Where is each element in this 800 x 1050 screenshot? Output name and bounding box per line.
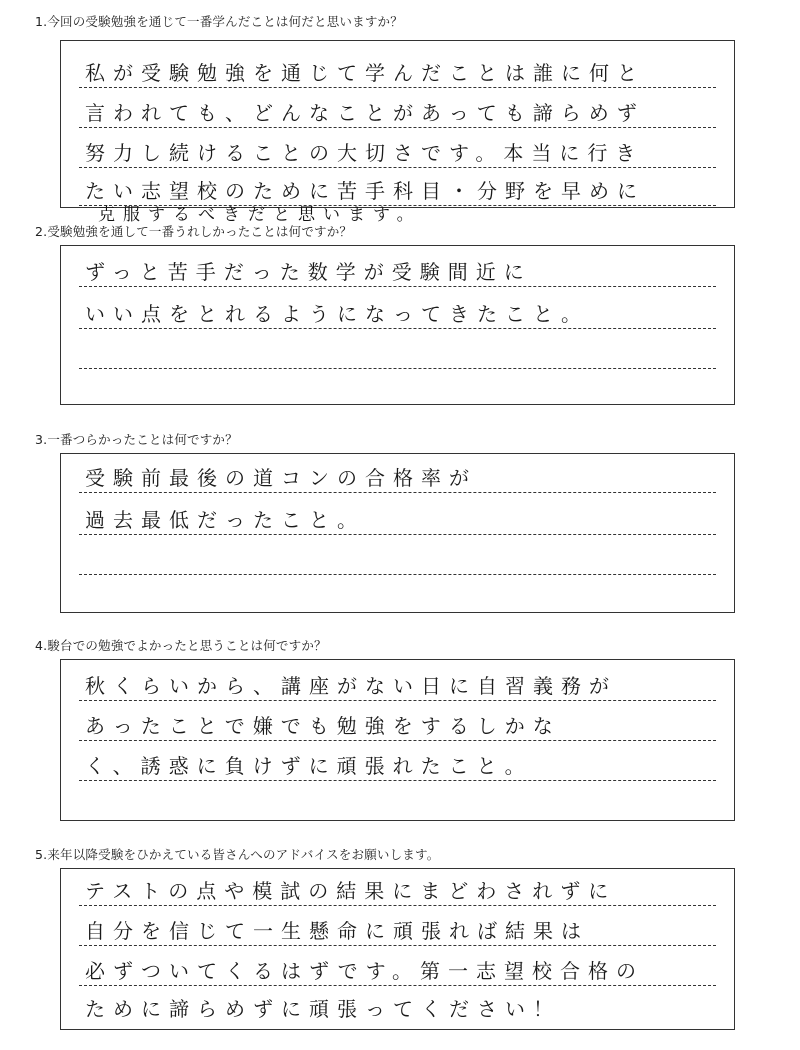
answer-box-2 xyxy=(60,245,735,405)
answer-line xyxy=(79,336,716,369)
handwritten-text: 必ずついてくるはずです。第一志望校合格の xyxy=(85,959,644,983)
handwritten-text: 受験前最後の道コンの合格率が xyxy=(85,466,477,490)
answer-line xyxy=(79,873,716,906)
question-5-label: 5.来年以降受験をひかえている皆さんへのアドバイスをお願いします。 xyxy=(35,847,440,862)
handwritten-text: たい志望校のために苦手科目・分野を早めに xyxy=(85,179,645,203)
question-3-label: 3.一番つらかったことは何ですか？ xyxy=(35,432,238,447)
answer-line xyxy=(79,460,716,493)
answer-box-5 xyxy=(60,868,735,1030)
handwritten-text: ずっと苦手だった数学が受験間近に xyxy=(85,260,532,284)
handwritten-text: 秋くらいから、講座がない日に自習義務が xyxy=(85,674,617,698)
answer-line xyxy=(79,135,716,168)
question-4-label: 4.駿台での勉強でよかったと思うことは何ですか？ xyxy=(35,638,327,653)
handwritten-text: あったことで嫌でも勉強をするしかな xyxy=(85,714,561,738)
answer-line xyxy=(79,502,716,535)
answer-line xyxy=(79,55,716,88)
question-2-label: 2.受験勉強を通して一番うれしかったことは何ですか？ xyxy=(35,224,353,239)
answer-line xyxy=(79,668,716,701)
handwritten-text: 私が受験勉強を通じて学んだことは誰に何と xyxy=(85,61,645,85)
handwritten-text: 努力し続けることの大切さです。本当に行き xyxy=(85,141,644,165)
handwritten-text: 過去最低だったこと。 xyxy=(85,508,365,532)
answer-line xyxy=(79,953,716,986)
answer-box-1 xyxy=(60,40,735,208)
answer-box-3 xyxy=(60,453,735,613)
handwritten-text: テストの点や模試の結果にまどわされずに xyxy=(85,879,617,903)
answer-line xyxy=(79,542,716,575)
handwritten-text: いい点をとれるようになってきたこと。 xyxy=(85,302,589,326)
answer-line xyxy=(79,913,716,946)
answer-line xyxy=(79,991,716,1023)
answer-line xyxy=(79,296,716,329)
handwritten-text: く、誘惑に負けずに頑張れたこと。 xyxy=(85,754,533,778)
question-1-label: 1.今回の受験勉強を通じて一番学んだことは何だと思いますか？ xyxy=(35,14,403,29)
handwritten-text: 言われても、どんなことがあっても諦らめず xyxy=(85,101,645,125)
answer-line xyxy=(79,708,716,741)
answer-box-4 xyxy=(60,659,735,821)
answer-line xyxy=(79,748,716,781)
handwritten-text: 克服するべきだと思います。 xyxy=(98,205,422,225)
handwritten-text: ために諦らめずに頑張ってください！ xyxy=(85,997,561,1021)
answer-line xyxy=(79,254,716,287)
handwritten-text: 自分を信じて一生懸命に頑張れば結果は xyxy=(85,919,589,943)
answer-line xyxy=(79,95,716,128)
